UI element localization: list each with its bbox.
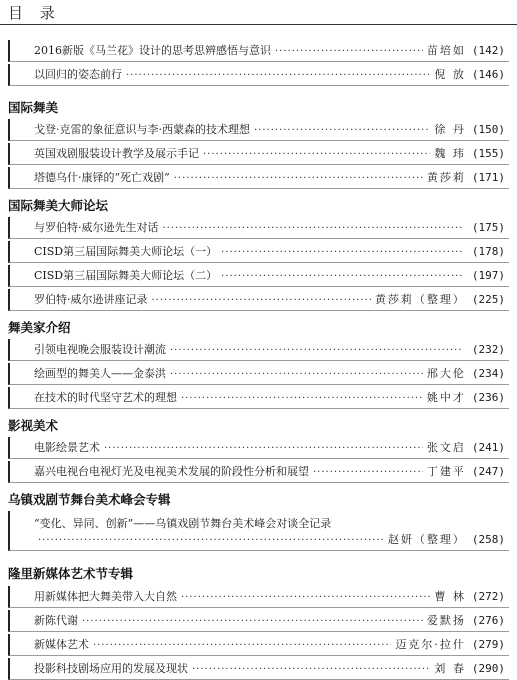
section-title: 隆里新媒体艺术节专辑 <box>8 566 134 581</box>
entry-page: (236) <box>471 391 505 404</box>
entry-author: 魏 玮 <box>434 147 466 160</box>
entry-author: 丁建平 <box>426 465 466 478</box>
toc-entry[interactable] <box>8 339 509 361</box>
entry-page: (225) <box>471 293 505 306</box>
dot-leader <box>93 640 391 651</box>
page-title: 目 录 <box>8 4 61 22</box>
entry-author: 徐 丹 <box>434 123 466 136</box>
entry-title: 与罗伯特·威尔逊先生对话 <box>34 221 159 234</box>
entry-page: (178) <box>471 245 505 258</box>
entry-page: (247) <box>471 465 505 478</box>
entry-page: (272) <box>471 590 505 603</box>
entry-author: 黄莎莉（整理） <box>374 293 466 306</box>
entry-page: (155) <box>471 147 505 160</box>
entry-page: (234) <box>471 367 505 380</box>
toc-entry[interactable] <box>8 289 509 311</box>
dot-leader <box>181 393 423 404</box>
entry-author: 黄莎莉 <box>426 171 466 184</box>
dot-leader <box>82 616 423 627</box>
toc-entry[interactable] <box>8 511 509 551</box>
toc-entry[interactable] <box>8 143 509 165</box>
entry-page: (279) <box>471 638 505 651</box>
entry-author: 迈克尔·拉什 <box>395 638 466 651</box>
entry-page: (258) <box>471 533 505 546</box>
dot-leader <box>254 125 430 136</box>
entry-page: (276) <box>471 614 505 627</box>
dot-leader <box>221 271 462 282</box>
dot-leader <box>170 369 423 380</box>
entry-title: CISD第三届国际舞美大师论坛（二） <box>34 269 218 282</box>
entry-title: 用新媒体把大舞美带入大自然 <box>34 590 177 603</box>
entry-title: 新陈代谢 <box>34 614 78 627</box>
dot-leader <box>38 535 384 546</box>
dot-leader <box>163 223 462 234</box>
dot-leader <box>174 173 423 184</box>
header-rule <box>0 24 517 25</box>
entry-author: 倪 放 <box>434 68 466 81</box>
entry-title: 新媒体艺术 <box>34 638 89 651</box>
dot-leader <box>313 467 423 478</box>
entry-page: (146) <box>471 68 505 81</box>
toc-entry[interactable] <box>8 40 509 62</box>
entry-author: 邢大伦 <box>426 367 466 380</box>
entry-title: 引领电视晚会服装设计潮流 <box>34 343 166 356</box>
entry-page: (232) <box>471 343 505 356</box>
entry-page: (175) <box>471 221 505 234</box>
toc-entry[interactable] <box>8 387 509 409</box>
entry-title: CISD第三届国际舞美大师论坛（一） <box>34 245 218 258</box>
entry-title: 罗伯特·威尔逊讲座记录 <box>34 293 148 306</box>
toc-entry[interactable] <box>8 437 509 459</box>
entry-author: 赵妍（整理） <box>387 533 466 546</box>
section-title: 乌镇戏剧节舞台美术峰会专辑 <box>8 492 171 507</box>
section-title: 舞美家介绍 <box>8 320 71 335</box>
section-title: 国际舞美大师论坛 <box>8 198 109 213</box>
dot-leader <box>152 295 371 306</box>
entry-title: 电影绘景艺术 <box>34 441 100 454</box>
dot-leader <box>221 247 462 258</box>
dot-leader <box>192 664 430 675</box>
entry-title: 2016新版《马兰花》设计的思考思辨感悟与意识 <box>34 44 271 57</box>
entry-title: 绘画型的舞美人——金泰洪 <box>34 367 166 380</box>
section-title: 影视美术 <box>8 418 59 433</box>
toc-entry[interactable] <box>8 658 509 680</box>
entry-title: 以回归的姿态前行 <box>34 68 122 81</box>
entry-page: (150) <box>471 123 505 136</box>
toc-entry[interactable] <box>8 241 509 263</box>
toc-entry[interactable] <box>8 586 509 608</box>
entry-page: (197) <box>471 269 505 282</box>
entry-page: (171) <box>471 171 505 184</box>
dot-leader <box>181 592 430 603</box>
toc-entry[interactable] <box>8 64 509 86</box>
entry-title: 投影科技剧场应用的发展及现状 <box>34 662 188 675</box>
dot-leader <box>126 70 430 81</box>
dot-leader <box>275 46 423 57</box>
section-title: 国际舞美 <box>8 100 59 115</box>
entry-author: 刘 春 <box>434 662 466 675</box>
entry-title: 嘉兴电视台电视灯光及电视美术发展的阶段性分析和展望 <box>34 465 309 478</box>
entry-page: (142) <box>471 44 505 57</box>
toc-entry[interactable] <box>8 265 509 287</box>
entry-author: 曹 林 <box>434 590 466 603</box>
entry-author: 苗培如 <box>426 44 466 57</box>
dot-leader <box>104 443 423 454</box>
toc-entry[interactable] <box>8 119 509 141</box>
entry-author: 姚中才 <box>426 391 466 404</box>
toc-entry[interactable] <box>8 363 509 385</box>
entry-title: 塔德乌什·康铎的“死亡戏剧” <box>34 171 170 184</box>
entry-author: 张文启 <box>426 441 466 454</box>
toc-entry[interactable] <box>8 634 509 656</box>
toc-entry[interactable] <box>8 461 509 483</box>
entry-title: 在技术的时代坚守艺术的理想 <box>34 391 177 404</box>
entry-page: (241) <box>471 441 505 454</box>
entry-title: “变化、异同、创新”——乌镇戏剧节舞台美术峰会对谈全记录 <box>34 517 332 530</box>
entry-title: 戈登·克雷的象征意识与李·西蒙森的技术理想 <box>34 123 250 136</box>
dot-leader <box>203 149 430 160</box>
entry-page: (290) <box>471 662 505 675</box>
toc-entry[interactable] <box>8 217 509 239</box>
entry-title: 英国戏剧服装设计教学及展示手记 <box>34 147 199 160</box>
toc-entry[interactable] <box>8 610 509 632</box>
toc-header <box>0 0 517 24</box>
toc-entry[interactable] <box>8 167 509 189</box>
entry-author: 爱默扬 <box>426 614 466 627</box>
dot-leader <box>170 345 462 356</box>
